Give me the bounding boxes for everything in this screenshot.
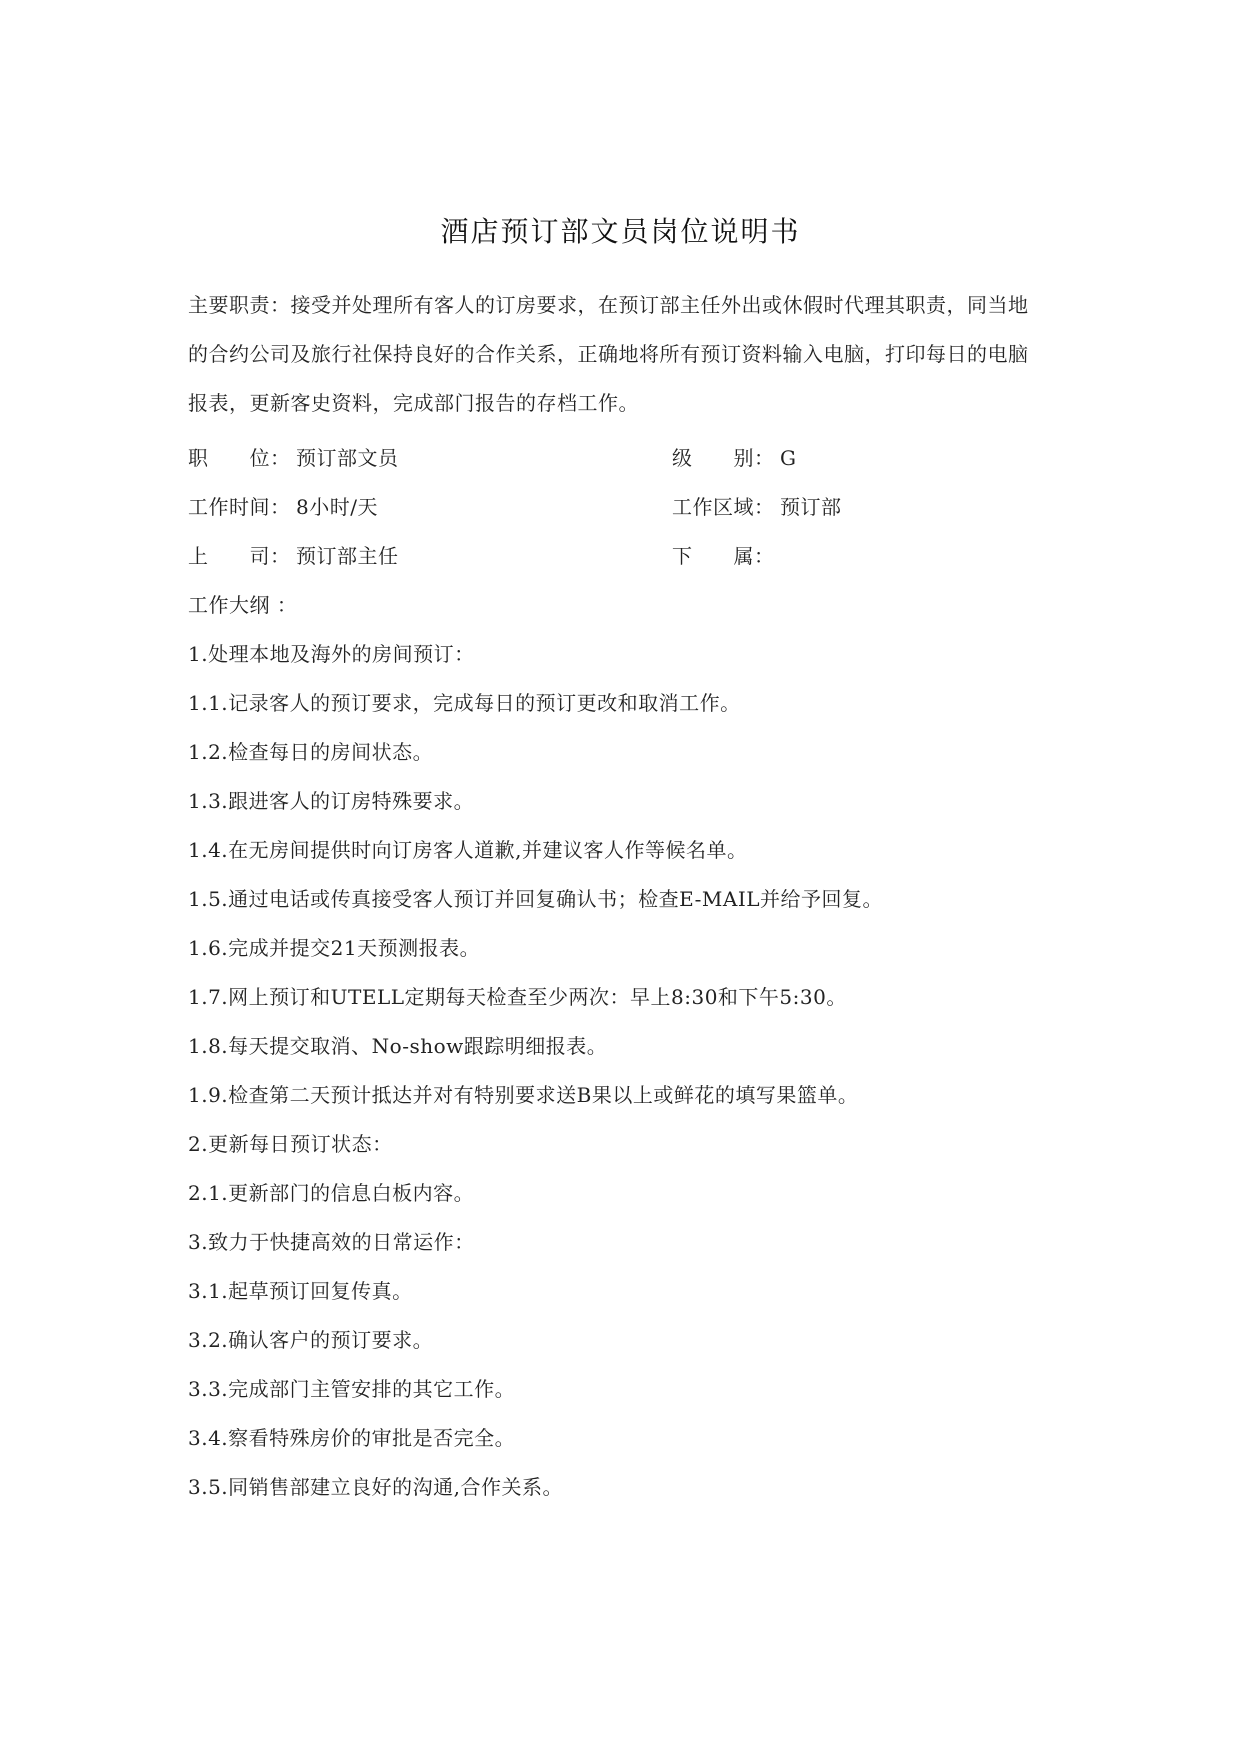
outline-item: 3.5.同销售部建立良好的沟通,合作关系。 — [188, 1475, 564, 1499]
outline-item: 3.2.确认客户的预订要求。 — [188, 1328, 434, 1352]
outline-item: 1.处理本地及海外的房间预订： — [188, 642, 475, 666]
subordinate-row — [672, 540, 780, 569]
outline-item: 2.更新每日预订状态： — [188, 1132, 393, 1156]
position-value: 预订部文员 — [296, 446, 399, 470]
area-value: 预订部 — [780, 495, 842, 519]
outline-item: 3.致力于快捷高效的日常运作： — [188, 1230, 475, 1254]
outline-item: 3.4.察看特殊房价的审批是否完全。 — [188, 1426, 516, 1450]
outline-item: 1.5.通过电话或传真接受客人预订并回复确认书；检查E-MAIL并给予回复。 — [188, 887, 883, 911]
hours-value: 8小时/天 — [296, 495, 378, 519]
outline-item: 1.8.每天提交取消、No-show跟踪明细报表。 — [188, 1034, 608, 1058]
level-label: 级 别： — [672, 446, 775, 470]
position-label: 职 位： — [188, 446, 291, 470]
outline-item: 2.1.更新部门的信息白板内容。 — [188, 1181, 475, 1205]
level-value: G — [780, 446, 797, 470]
superior-row — [188, 540, 399, 569]
area-label: 工作区域： — [672, 495, 775, 519]
level-row — [672, 442, 796, 471]
subordinate-label: 下 属： — [672, 544, 775, 568]
outline-item: 3.3.完成部门主管安排的其它工作。 — [188, 1377, 516, 1401]
outline-item: 1.2.检查每日的房间状态。 — [188, 740, 434, 764]
area-row — [672, 491, 842, 520]
page-title: 酒店预订部文员岗位说明书 — [440, 215, 801, 248]
outline-item: 3.1.起草预订回复传真。 — [188, 1279, 413, 1303]
hours-label: 工作时间： — [188, 495, 291, 519]
outline-item: 1.6.完成并提交21天预测报表。 — [188, 936, 481, 960]
hours-row — [188, 491, 378, 520]
outline-item: 1.3.跟进客人的订房特殊要求。 — [188, 789, 475, 813]
outline-item: 1.9.检查第二天预计抵达并对有特别要求送B果以上或鲜花的填写果篮单。 — [188, 1083, 859, 1107]
outline-heading: 工作大纲 ： — [188, 593, 298, 617]
outline-item: 1.4.在无房间提供时向订房客人道歉,并建议客人作等候名单。 — [188, 838, 748, 862]
superior-value: 预订部主任 — [296, 544, 399, 568]
outline-item: 1.7.网上预订和UTELL定期每天检查至少两次：早上8:30和下午5:30。 — [188, 985, 847, 1009]
position-row — [188, 442, 399, 471]
superior-label: 上 司： — [188, 544, 291, 568]
duties-paragraph: 主要职责：接受并处理所有客人的订房要求，在预订部主任外出或休假时代理其职责，同当地的合约公司及旅行社保持良好的合作关系，正确地将所有预订资料输入电脑，打印每日的电脑报表，更新客史资料，完成部门报告的存档工作。 — [188, 293, 1029, 415]
outline-item: 1.1.记录客人的预订要求，完成每日的预订更改和取消工作。 — [188, 691, 741, 715]
